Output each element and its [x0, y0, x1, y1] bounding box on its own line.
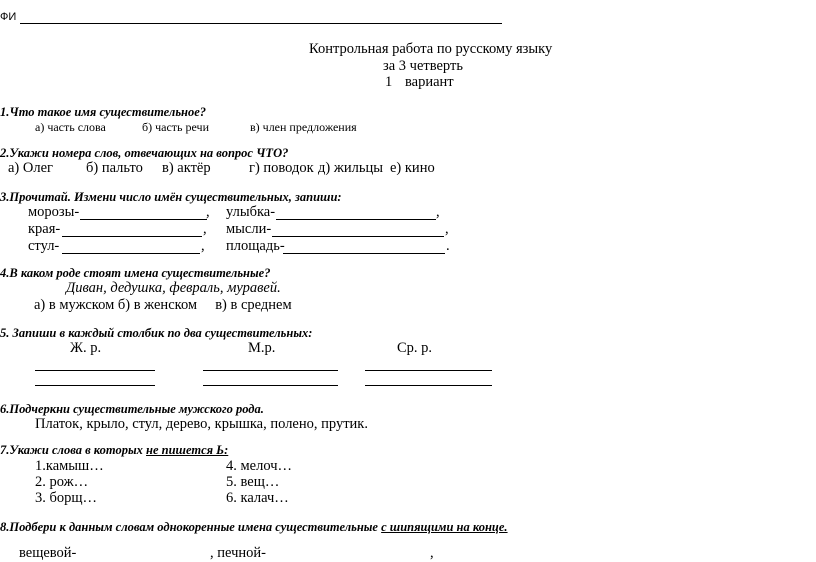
variant-number: 1	[385, 74, 393, 90]
q3-word: стул-	[28, 238, 60, 254]
answer-line[interactable]	[35, 385, 155, 386]
q7-item-2: 2. рож…	[35, 474, 89, 490]
q8-item-2: , печной-	[210, 545, 266, 561]
q2-option-e: д) жильцы	[318, 160, 383, 176]
q7-item-4: 4. мелоч…	[226, 458, 293, 474]
answer-line[interactable]	[80, 219, 207, 220]
q3-word: улыбка-	[226, 204, 276, 220]
q4-options: а) в мужском б) в женском в) в среднем	[34, 297, 292, 313]
q7-item-1: 1.камыш…	[35, 458, 104, 474]
q1-option-a: а) часть слова	[35, 120, 106, 134]
q5-column-masc: М.р.	[248, 340, 276, 356]
fi-label: ФИ	[0, 11, 17, 23]
q8-item-1: вещевой-	[19, 545, 77, 561]
question-5: 5. Запиши в каждый столбик по два существительных:	[0, 326, 313, 340]
q1-option-b: б) часть речи	[142, 120, 209, 134]
page-title: Контрольная работа по русскому языку	[309, 41, 553, 57]
q7-question-text: 7.Укажи слова в которых	[0, 443, 147, 457]
answer-line[interactable]	[276, 219, 436, 220]
question-6: 6.Подчеркни существительные мужского рода.	[0, 402, 264, 416]
q2-option-a: а) Олег	[8, 160, 53, 176]
question-8	[0, 520, 508, 535]
answer-line[interactable]	[365, 385, 492, 386]
q7-item-5: 5. вещ…	[226, 474, 280, 490]
q3-word: мысли-	[226, 221, 272, 237]
q3-punct: ,	[203, 221, 207, 237]
variant-label: вариант	[405, 74, 454, 90]
answer-line[interactable]	[283, 253, 445, 254]
answer-line[interactable]	[203, 370, 338, 371]
answer-line[interactable]	[365, 370, 492, 371]
q3-punct: ,	[201, 238, 205, 254]
quarter-label: за 3 четверть	[383, 58, 463, 74]
q3-word: края-	[28, 221, 61, 237]
q6-words: Платок, крыло, стул, дерево, крышка, полено, прутик.	[35, 416, 368, 432]
q7-item-3: 3. борщ…	[35, 490, 98, 506]
q8-question-text: 8.Подбери к данным словам однокоренные имена существительные	[0, 520, 382, 534]
answer-line[interactable]	[35, 370, 155, 371]
q7-item-6: 6. калач…	[226, 490, 289, 506]
q3-punct: ,	[436, 204, 440, 220]
q3-word: площадь-	[226, 238, 285, 254]
question-2: 2.Укажи номера слов, отвечающих на вопрос ЧТО?	[0, 146, 289, 160]
q2-option-c: в) актёр	[162, 160, 211, 176]
q3-punct: .	[446, 238, 450, 254]
answer-line[interactable]	[272, 236, 444, 237]
q4-words: Диван, дедушка, февраль, муравей.	[66, 280, 281, 296]
question-1: 1.Что такое имя существительное?	[0, 105, 207, 119]
q2-option-b: б) пальто	[86, 160, 143, 176]
q3-punct: ,	[445, 221, 449, 237]
name-underline	[20, 23, 502, 24]
q1-option-c: в) член предложения	[250, 120, 357, 134]
question-3: 3.Прочитай. Измени число имён существительных, запиши:	[0, 190, 342, 204]
question-7	[0, 443, 228, 458]
answer-line[interactable]	[62, 236, 202, 237]
q8-item-3: ,	[430, 545, 434, 561]
q5-column-fem: Ж. р.	[70, 340, 102, 356]
q2-option-d: г) поводок	[249, 160, 314, 176]
q2-option-f: е) кино	[390, 160, 435, 176]
q3-word: морозы-	[28, 204, 80, 220]
q3-punct: ,	[206, 204, 210, 220]
answer-line[interactable]	[62, 253, 200, 254]
answer-line[interactable]	[203, 385, 338, 386]
question-4: 4.В каком роде стоят имена существительные?	[0, 266, 271, 280]
q7-question-underlined: не пишется Ь:	[146, 443, 229, 457]
q5-column-neut: Ср. р.	[397, 340, 433, 356]
q8-question-underlined: с шипящими на конце.	[381, 520, 508, 534]
